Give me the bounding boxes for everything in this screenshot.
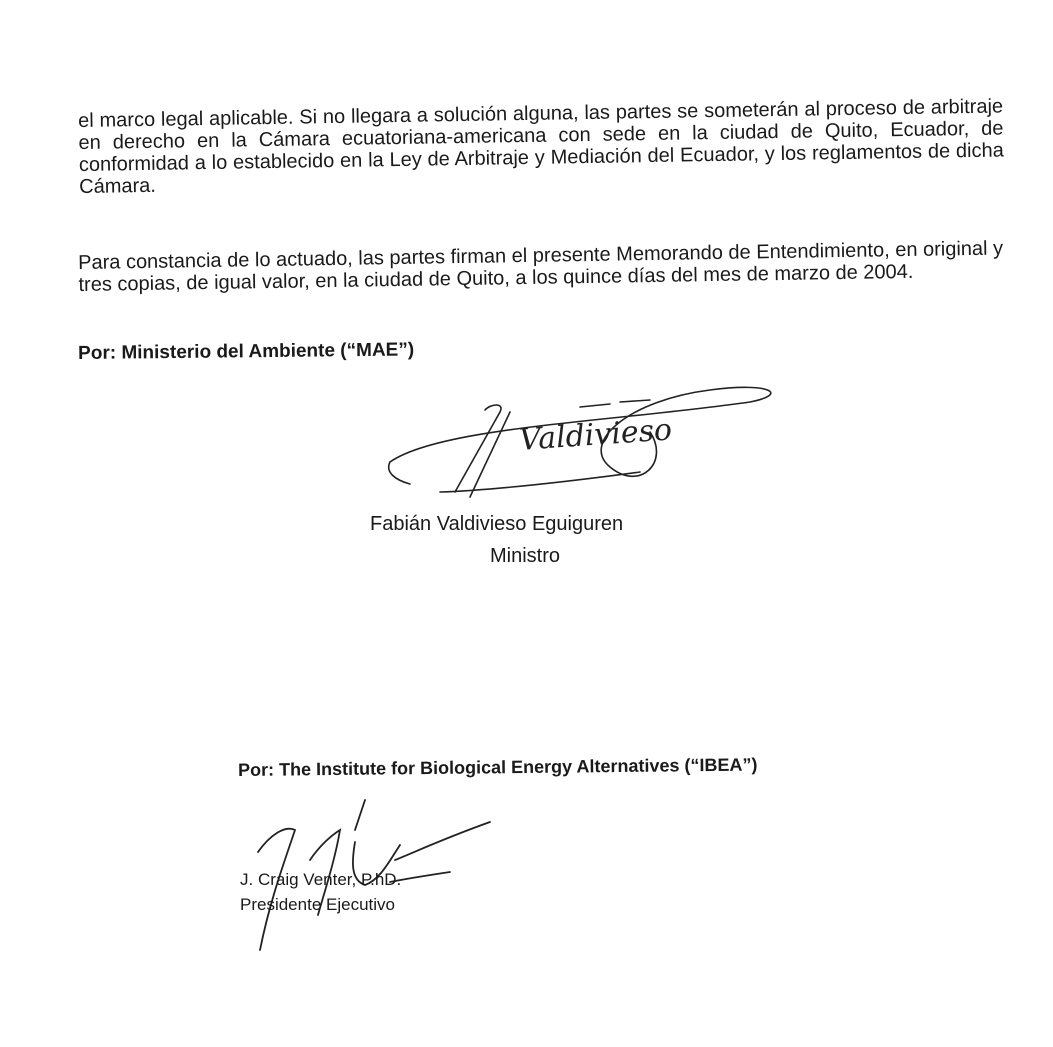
signatory-heading-ibea: Por: The Institute for Biological Energy Alternatives (“IBEA”): [238, 754, 758, 780]
signatory-name-mae: Fabián Valdivieso Eguiguren: [370, 513, 624, 535]
signature-valdivieso: [380, 372, 780, 522]
signatory-name-ibea: J. Craig Venter, P.hD.: [240, 870, 402, 889]
paragraph-arbitration: el marco legal aplicable. Si no llegara a solución alguna, las partes se someterán al proceso de arbitraje en derecho en la Cámara ecuatoriana-americana con sede en la ciudad de Quito, Ecuador, de conformidad a lo establecido en la Ley de Arbitraje y Mediación del Ecuador, y los reglamentos de dicha Cámara.: [78, 95, 1004, 198]
signatory-title-ibea: Presidente Ejecutivo: [240, 895, 395, 914]
signature-valdivieso-text: Valdivieso: [518, 412, 674, 458]
signatory-heading-mae: Por: Ministerio del Ambiente (“MAE”): [78, 339, 415, 364]
paragraph-signing-statement: Para constancia de lo actuado, las partes firman el presente Memorando de Entendimiento, en original y tres copias, de igual valor, en la ciudad de Quito, a los quince días del mes de marzo de 2004.: [78, 237, 1004, 296]
signatory-title-mae: Ministro: [490, 545, 561, 567]
